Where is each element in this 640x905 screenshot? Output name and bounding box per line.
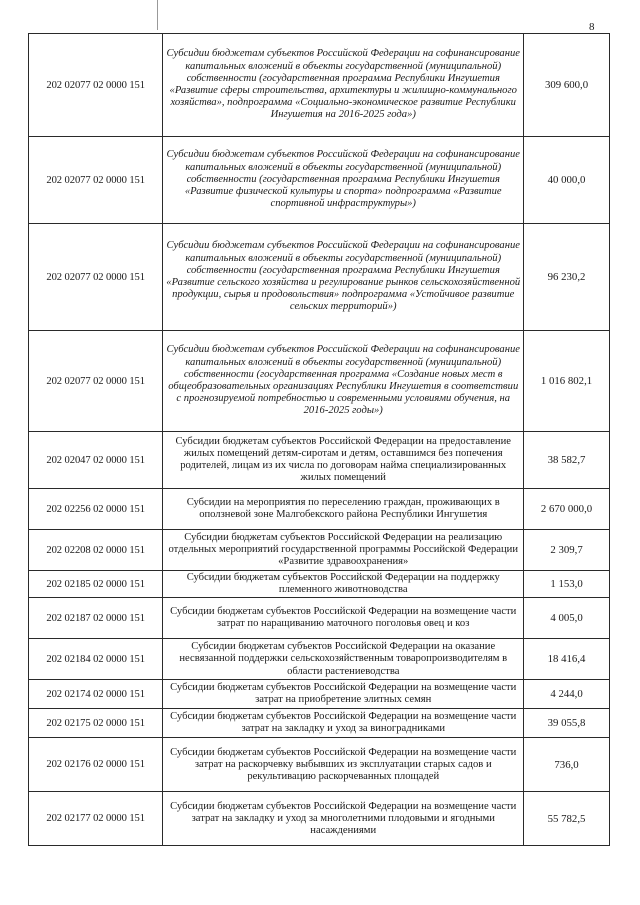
budget-code-cell: 202 02077 02 0000 151 xyxy=(29,137,163,224)
subsidy-name-cell: Субсидии бюджетам субъектов Российской Федерации на предоставление жилых помещений детям-сиротам и детям, оставшимся без попечения родителей, лицам из их числа по договорам найма специализированных жилых помещений xyxy=(163,432,524,489)
amount-cell: 309 600,0 xyxy=(524,34,610,137)
table-row xyxy=(29,331,610,432)
subsidy-name-cell: Субсидии бюджетам субъектов Российской Федерации на реализацию отдельных мероприятий государственной программы Российской Федерации «Развитие здравоохранения» xyxy=(163,530,524,571)
table-row xyxy=(29,224,610,331)
budget-code-cell: 202 02176 02 0000 151 xyxy=(29,738,163,792)
subsidy-name-cell: Субсидии бюджетам субъектов Российской Федерации на возмещение части затрат на раскорчевку выбывших из эксплуатации старых садов и рекультивацию раскорчеванных площадей xyxy=(163,738,524,792)
subsidy-name-cell: Субсидии бюджетам субъектов Российской Федерации на возмещение части затрат на закладку и уход за многолетними плодовыми и ягодными насаждениями xyxy=(163,792,524,846)
amount-cell: 4 005,0 xyxy=(524,598,610,639)
table-row xyxy=(29,598,610,639)
subsidy-name-cell: Субсидии бюджетам субъектов Российской Федерации на возмещение части затрат по наращиванию маточного поголовья овец и коз xyxy=(163,598,524,639)
subsidy-name-cell: Субсидии бюджетам субъектов Российской Федерации на софинансирование капитальных вложений в объекты государственной (муниципальной) собственности (государственная программа Республики Ингушетия «Развитие сферы строительства, архитектуры и жилищно-коммунального хозяйства», подпрограмма «Социально-экономическое развитие Республики Ингушетия на 2016-2025 года») xyxy=(163,34,524,137)
table-row xyxy=(29,792,610,846)
table-row xyxy=(29,530,610,571)
subsidy-name-cell: Субсидии бюджетам субъектов Российской Федерации на возмещение части затрат на приобретение элитных семян xyxy=(163,680,524,709)
table-row xyxy=(29,738,610,792)
amount-cell: 2 670 000,0 xyxy=(524,489,610,530)
subsidy-name-cell: Субсидии бюджетам субъектов Российской Федерации на возмещение части затрат на закладку и уход за виноградниками xyxy=(163,709,524,738)
amount-cell: 18 416,4 xyxy=(524,639,610,680)
amount-cell: 38 582,7 xyxy=(524,432,610,489)
table-row xyxy=(29,680,610,709)
table-row xyxy=(29,137,610,224)
subsidy-name-cell: Субсидии бюджетам субъектов Российской Федерации на оказание несвязанной поддержки сельскохозяйственным товаропроизводителям в области растениеводства xyxy=(163,639,524,680)
amount-cell: 55 782,5 xyxy=(524,792,610,846)
budget-code-cell: 202 02174 02 0000 151 xyxy=(29,680,163,709)
budget-code-cell: 202 02208 02 0000 151 xyxy=(29,530,163,571)
table-row xyxy=(29,432,610,489)
budget-code-cell: 202 02187 02 0000 151 xyxy=(29,598,163,639)
table-row xyxy=(29,489,610,530)
table-body xyxy=(29,34,610,846)
budget-code-cell: 202 02077 02 0000 151 xyxy=(29,34,163,137)
amount-cell: 40 000,0 xyxy=(524,137,610,224)
amount-cell: 736,0 xyxy=(524,738,610,792)
budget-code-cell: 202 02077 02 0000 151 xyxy=(29,224,163,331)
subsidy-name-cell: Субсидии бюджетам субъектов Российской Федерации на софинансирование капитальных вложений в объекты государственной (муниципальной) собственности (государственная программа Республики Ингушетия «Развитие физической культуры и спорта» подпрограмма «Развитие спортивной инфраструктуры») xyxy=(163,137,524,224)
amount-cell: 96 230,2 xyxy=(524,224,610,331)
table-row xyxy=(29,34,610,137)
amount-cell: 4 244,0 xyxy=(524,680,610,709)
subsidy-name-cell: Субсидии на мероприятия по переселению граждан, проживающих в оползневой зоне Малгобекского района Республики Ингушетия xyxy=(163,489,524,530)
margin-line xyxy=(157,0,158,30)
budget-code-cell: 202 02047 02 0000 151 xyxy=(29,432,163,489)
amount-cell: 2 309,7 xyxy=(524,530,610,571)
table-row xyxy=(29,571,610,598)
budget-code-cell: 202 02184 02 0000 151 xyxy=(29,639,163,680)
budget-code-cell: 202 02256 02 0000 151 xyxy=(29,489,163,530)
subsidy-name-cell: Субсидии бюджетам субъектов Российской Федерации на софинансирование капитальных вложений в объекты государственной (муниципальной) собственности (государственная программа Республики Ингушетия «Развитие сельского хозяйства и регулирование рынков сельскохозяйственной продукции, сырья и продовольствия» подпрограмма «Устойчивое развитие сельских территорий») xyxy=(163,224,524,331)
budget-code-cell: 202 02185 02 0000 151 xyxy=(29,571,163,598)
budget-code-cell: 202 02177 02 0000 151 xyxy=(29,792,163,846)
budget-code-cell: 202 02077 02 0000 151 xyxy=(29,331,163,432)
table-row xyxy=(29,709,610,738)
page-number: 8 xyxy=(589,21,595,33)
amount-cell: 1 153,0 xyxy=(524,571,610,598)
amount-cell: 39 055,8 xyxy=(524,709,610,738)
subsidy-name-cell: Субсидии бюджетам субъектов Российской Федерации на софинансирование капитальных вложений в объекты государственной (муниципальной) собственности (государственная программа «Создание новых мест в общеобразовательных организациях Республики Ингушетия в соответствии с прогнозируемой потребностью и современными условиями обучения, на 2016-2025 годы») xyxy=(163,331,524,432)
amount-cell: 1 016 802,1 xyxy=(524,331,610,432)
budget-code-cell: 202 02175 02 0000 151 xyxy=(29,709,163,738)
subsidy-name-cell: Субсидии бюджетам субъектов Российской Федерации на поддержку племенного животноводства xyxy=(163,571,524,598)
table-row xyxy=(29,639,610,680)
budget-table xyxy=(28,33,610,846)
